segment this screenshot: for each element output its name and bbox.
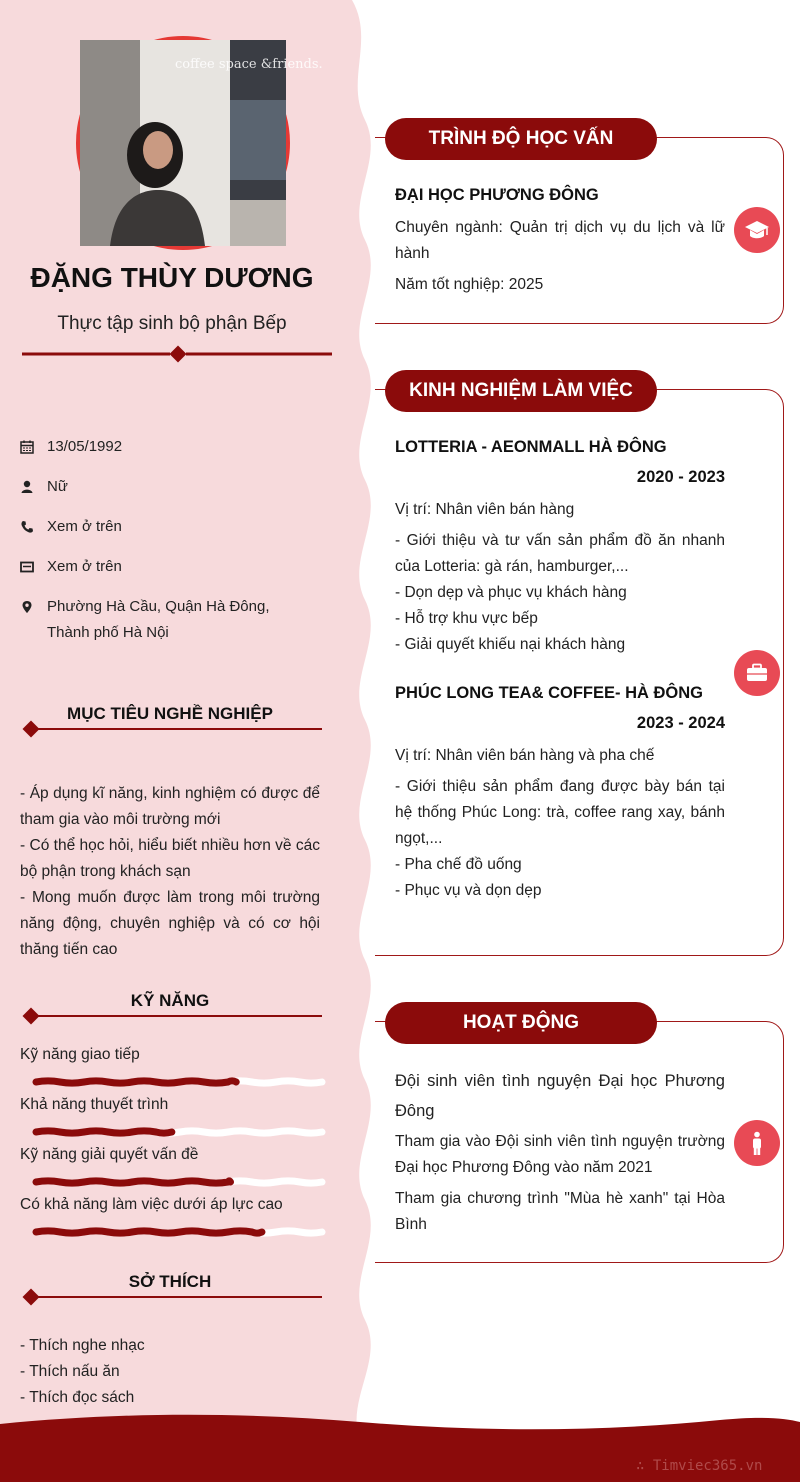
envelope-icon (20, 560, 34, 574)
job-duty: - Dọn dẹp và phục vụ khách hàng (395, 584, 627, 601)
person-icon (734, 1120, 780, 1166)
birthdate-value: 13/05/1992 (47, 438, 123, 455)
hobbies-list (20, 1333, 320, 1411)
activity-org: Đội sinh viên tình nguyện Đại học Phương Đông (395, 1072, 725, 1120)
hobby-item: - Thích nấu ăn (20, 1363, 120, 1380)
job-duty: - Phục vụ và dọn dẹp (395, 882, 542, 899)
calendar-icon (20, 440, 34, 454)
experience-title: KINH NGHIỆM LÀM VIỆC (385, 370, 657, 412)
skill-level-bar (34, 1073, 324, 1091)
education-title: TRÌNH ĐỘ HỌC VẤN (385, 118, 657, 160)
job-company: PHÚC LONG TEA& COFFEE- HÀ ĐÔNG (395, 684, 703, 702)
skill-label: Kỹ năng giải quyết vấn đề (20, 1146, 199, 1163)
candidate-name: ĐẶNG THÙY DƯƠNG (30, 262, 314, 293)
brand-watermark: ∴ Timviec365.vn (636, 1458, 763, 1474)
skill-level-bar (34, 1173, 324, 1191)
job-duty: - Giới thiệu và tư vấn sản phẩm đồ ăn nhanh của Lotteria: gà rán, hamburger,... (395, 532, 725, 575)
job-position: Vị trí: Nhân viên bán hàng và pha chế (395, 747, 655, 764)
skill-label: Khả năng thuyết trình (20, 1096, 169, 1113)
skill-label: Kỹ năng giao tiếp (20, 1046, 140, 1063)
gender-value: Nữ (47, 478, 68, 495)
job-duty: - Giới thiệu sản phẩm đang được bày bán tại hệ thống Phúc Long: trà, coffee rang xay, bánh ngọt,... (395, 778, 725, 847)
hobby-item: - Thích đọc sách (20, 1389, 135, 1406)
education-school: ĐẠI HỌC PHƯƠNG ĐÔNG (395, 186, 599, 204)
activities-title: HOẠT ĐỘNG (385, 1002, 657, 1044)
education-major: Chuyên ngành: Quản trị dịch vụ du lịch và lữ hành (395, 219, 725, 262)
skills-title: KỸ NĂNG (130, 991, 210, 1010)
skill-fill (36, 1081, 236, 1083)
job-duties (395, 528, 725, 658)
job-duty: - Pha chế đồ uống (395, 856, 522, 873)
skill-fill (36, 1231, 262, 1233)
job-duties (395, 774, 725, 904)
name-divider (22, 345, 332, 365)
objective-line: - Áp dụng kĩ năng, kinh nghiệm có được để tham gia vào môi trường mới (20, 785, 320, 828)
map-marker-icon (20, 600, 34, 614)
activity-item: Tham gia vào Đội sinh viên tình nguyện trường Đại học Phương Đông vào năm 2021 (395, 1133, 725, 1176)
job-duty: - Hỗ trợ khu vực bếp (395, 610, 538, 627)
hobbies-heading-rule (20, 1286, 322, 1308)
skill-label: Có khả năng làm việc dưới áp lực cao (20, 1196, 283, 1213)
education-graduation: Năm tốt nghiệp: 2025 (395, 276, 544, 293)
skill-fill (36, 1131, 172, 1133)
address-line1: Phường Hà Cầu, Quận Hà Đông, (47, 598, 270, 615)
briefcase-icon (734, 650, 780, 696)
skill-level-bar (34, 1223, 324, 1241)
job-period: 2020 - 2023 (636, 468, 725, 486)
objective-line: - Có thể học hỏi, hiểu biết nhiều hơn về các bộ phận trong khách sạn (20, 837, 320, 880)
job-company: LOTTERIA - AEONMALL HÀ ĐÔNG (395, 438, 667, 456)
hobbies-title: SỞ THÍCH (128, 1272, 212, 1291)
profile-photo (76, 36, 323, 250)
objective-heading-rule (20, 718, 322, 740)
email-value: Xem ở trên (47, 558, 122, 575)
objective-title: MỤC TIÊU NGHỀ NGHIỆP (67, 704, 273, 723)
skill-fill (36, 1181, 230, 1183)
objective-line: - Mong muốn được làm trong môi trường năng động, chuyên nghiệp và có cơ hội thăng tiến cao (20, 889, 320, 958)
phone-value: Xem ở trên (47, 518, 122, 535)
objective-text (20, 781, 320, 963)
job-duty: - Giải quyết khiếu nại khách hàng (395, 636, 626, 653)
user-icon (20, 480, 34, 494)
activity-item: Tham gia chương trình "Mùa hè xanh" tại Hòa Bình (395, 1190, 725, 1233)
job-position: Vị trí: Nhân viên bán hàng (395, 501, 575, 518)
skills-heading-rule (20, 1005, 322, 1027)
graduation-cap-icon (734, 207, 780, 253)
hobby-item: - Thích nghe nhạc (20, 1337, 145, 1354)
skill-level-bar (34, 1123, 324, 1141)
phone-icon (20, 520, 34, 534)
job-period: 2023 - 2024 (636, 714, 725, 732)
photo-caption: coffee space &friends. (175, 57, 323, 72)
candidate-role: Thực tập sinh bộ phận Bếp (57, 313, 287, 334)
address-line2: Thành phố Hà Nội (47, 624, 169, 641)
